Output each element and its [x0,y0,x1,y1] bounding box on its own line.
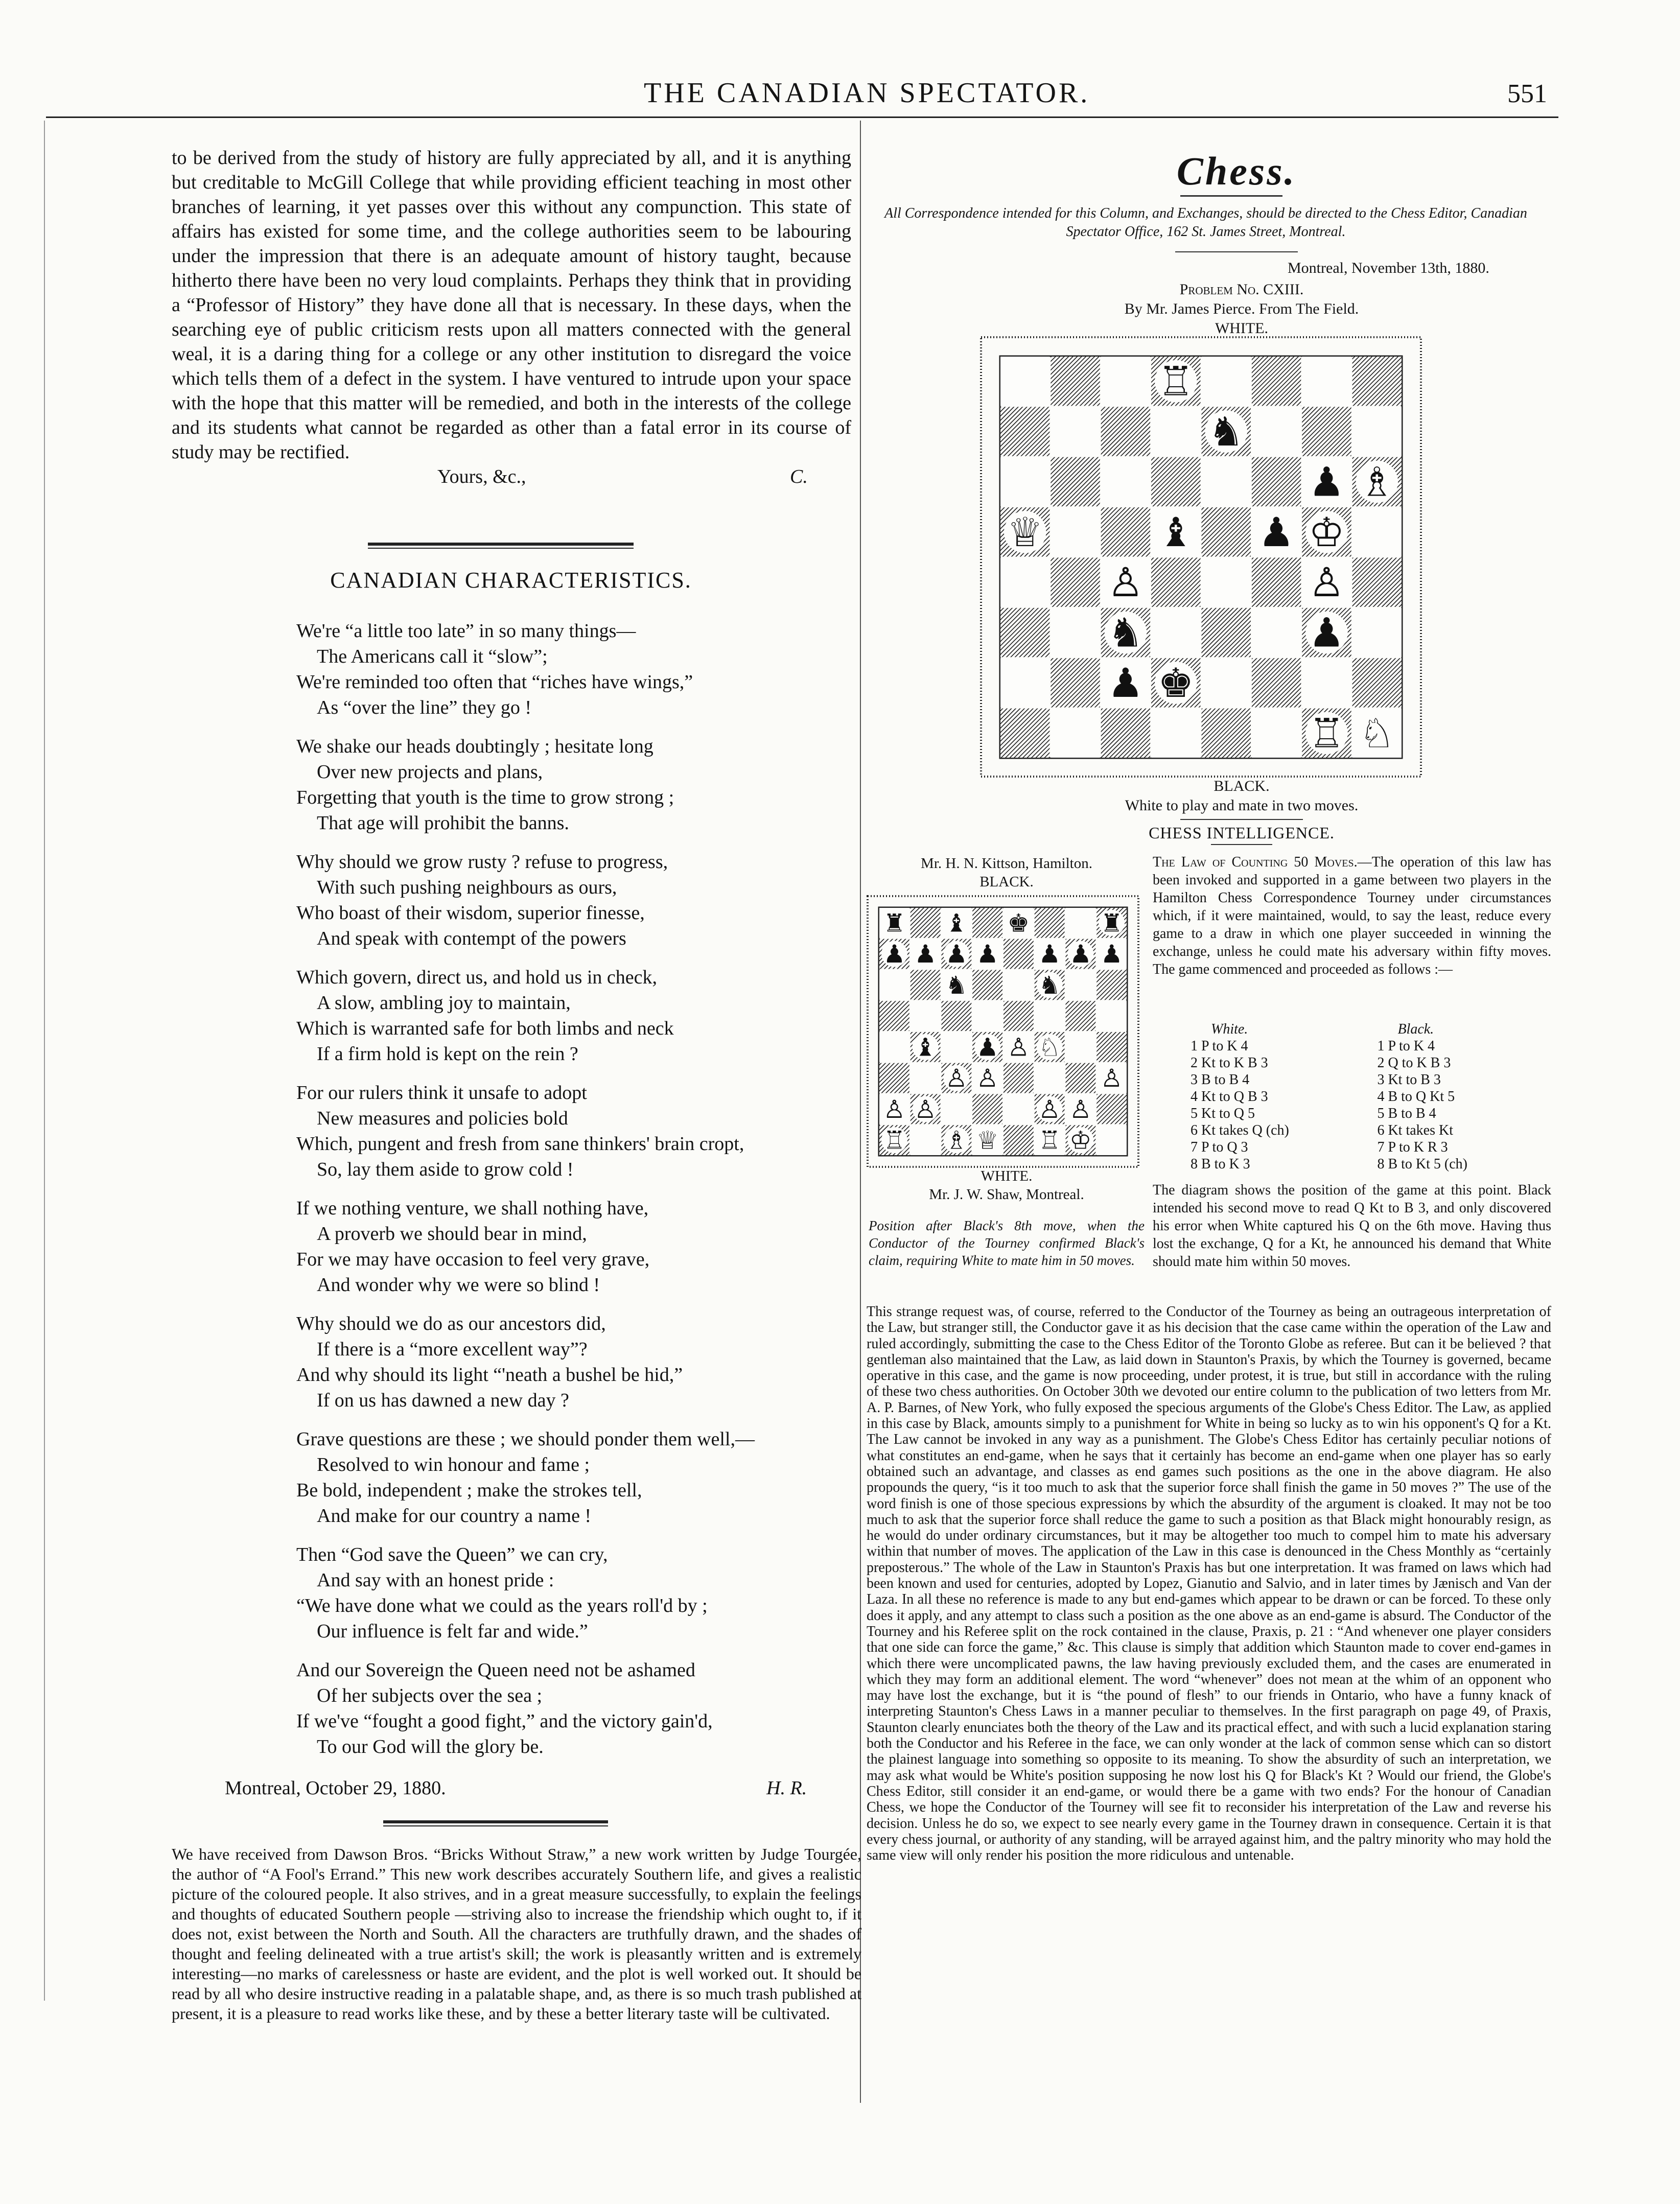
dark-square [1004,1125,1034,1155]
poem-line: If on us has dawned a new day ? [317,1390,569,1411]
light-square [879,1032,909,1062]
poem-line: Our influence is felt far and wide.” [317,1621,588,1642]
poem-line: And our Sovereign the Queen need not be ashamed [296,1659,695,1681]
dark-square [1096,970,1127,1000]
black-knight-icon: ♞ [1038,971,1061,1000]
dark-square [1004,939,1034,969]
move-row [1191,1071,1548,1088]
dark-square [879,1063,909,1093]
white-move: 3 B to B 4 [1191,1072,1250,1088]
poem-line: And make for our country a name ! [317,1505,592,1527]
dark-square [1051,357,1100,406]
poem-line: To our God will the glory be. [317,1736,544,1757]
poem-title: CANADIAN CHARACTERISTICS. [330,568,692,593]
light-square [1151,709,1200,758]
white-move: 4 Kt to Q B 3 [1191,1089,1268,1105]
black-pawn-icon: ♟ [1309,458,1345,506]
light-square [1051,608,1100,657]
black-pawn-icon: ♟ [914,940,937,969]
dark-square [1004,1063,1034,1093]
game-diagram-bottom-labels [869,1167,1145,1204]
dark-square [1101,709,1150,758]
white-player: Mr. J. W. Shaw, Montreal. [929,1186,1084,1203]
poem-line: Why should we do as our ancestors did, [296,1313,606,1334]
light-square [1051,507,1100,556]
poem-line: And say with an honest pride : [317,1569,554,1591]
poem-stanza [296,849,848,951]
poem-line: With such pushing neighbours as ours, [317,877,617,898]
poem-line: Of her subjects over the sea ; [317,1685,543,1706]
light-square [1000,658,1049,707]
light-square [1101,357,1150,406]
light-square [1000,457,1049,506]
black-player: Mr. H. N. Kittson, Hamilton. [921,855,1092,872]
black-move: 8 B to Kt 5 (ch) [1377,1156,1467,1172]
light-square [911,1001,941,1031]
column-separator [860,121,861,2103]
white-pawn-icon: ♙ [1069,1095,1092,1124]
dark-square [1352,558,1402,607]
letter-signature [172,464,851,489]
article-intro-text: —The operation of this law has been invoked and supported in a game between two players in the Hamilton Chess Correspondence Tourney under circumstances which, if it were maintained, would, to say the least, reduce every game to a draw in which one player succeeded in winning the exchange, unless he could mate his adversary within fifty moves. The game commenced and proceeded as follows :— [1153,854,1551,977]
poem-line: New measures and policies bold [317,1108,568,1129]
white-pawn-icon: ♙ [1309,559,1345,606]
publication-title: THE CANADIAN SPECTATOR. [644,77,1090,109]
dark-square [1252,357,1301,406]
black-knight-icon: ♞ [945,971,968,1000]
black-pawn-icon: ♟ [1069,940,1092,969]
article-body [867,1304,1551,1863]
poem-line: We're “a little too late” in so many things— [296,620,636,642]
dark-square [1066,1001,1096,1031]
dark-square [1101,507,1150,556]
article-mid-text: The diagram shows the position of the game at this point. Black intended his second move to read Q Kt to B 3, and only discovered his error when White captured his Q on the 6th move. Having thus lost the exchange, Q for a Kt, he announced his demand that White should mate him within 50 moves. [1153,1182,1551,1270]
light-square [1352,407,1402,456]
dark-square [972,1094,1002,1124]
book-review [172,1844,861,2024]
page-number: 551 [1507,79,1547,108]
light-square [1252,709,1301,758]
problem-top-label: WHITE. [1215,320,1269,337]
white-rook-icon: ♖ [1038,1126,1061,1155]
poem-line: For our rulers think it unsafe to adopt [296,1082,587,1104]
light-square [1252,407,1301,456]
move-row [1191,1139,1548,1156]
light-square [1066,1032,1096,1062]
poem-stanza [296,1080,848,1182]
white-queen-icon: ♕ [1007,508,1043,556]
black-knight-icon: ♞ [1107,609,1144,656]
white-pawn-icon: ♙ [1007,1033,1030,1062]
light-square [1000,357,1049,406]
problem-number: Problem No. CXIII. [1179,281,1304,298]
chess-dateline: Montreal, November 13th, 1880. [1288,260,1489,276]
poem-line: And why should its light “'neath a bushel be hid,” [296,1364,683,1386]
move-row [1191,1122,1548,1139]
white-move: 5 Kt to Q 5 [1191,1106,1255,1121]
poem-line: That age will prohibit the banns. [317,812,569,834]
black-bishop-icon: ♝ [945,909,968,938]
light-square [1202,357,1251,406]
dark-square [1066,1063,1096,1093]
dark-square [911,908,941,938]
dark-square [1151,558,1200,607]
poem-line: A proverb we should bear in mind, [317,1223,587,1245]
light-square [1004,970,1034,1000]
black-move: 1 P to K 4 [1377,1038,1435,1054]
letter-closing: Yours, &c., [437,466,526,487]
black-pawn-icon: ♟ [1258,508,1295,556]
light-square [1151,608,1200,657]
black-move: 3 Kt to B 3 [1377,1072,1441,1088]
white-rook-icon: ♖ [1309,710,1345,757]
poem-line: As “over the line” they go ! [317,697,531,718]
dark-square [1000,608,1049,657]
poem-line: Why should we grow rusty ? refuse to progress, [296,851,668,873]
move-row [1191,1105,1548,1122]
black-knight-icon: ♞ [1208,408,1244,456]
dark-square [1252,457,1301,506]
poem-line: Resolved to win honour and fame ; [317,1454,590,1475]
move-row [1191,1088,1548,1105]
problem-author: By Mr. James Pierce. From The Field. [1124,300,1359,317]
light-square [1352,507,1402,556]
poem-line: Grave questions are these ; we should ponder them well,— [296,1428,755,1450]
poem-stanza [296,1311,848,1413]
white-bishop-icon: ♗ [945,1126,968,1155]
article-lead: The Law of Counting 50 Moves. [1153,854,1358,870]
white-move: 1 P to K 4 [1191,1038,1248,1054]
light-square [879,970,909,1000]
black-side-label: BLACK. [979,874,1034,890]
white-queen-icon: ♕ [976,1126,999,1155]
chess-heading: Chess. [1176,149,1297,193]
light-square [1035,1063,1065,1093]
poem-line: Who boast of their wisdom, superior finesse, [296,902,645,924]
dark-square [1202,507,1251,556]
dark-square [879,1001,909,1031]
dark-square [1035,908,1065,938]
problem-header [961,280,1523,338]
black-bishop-icon: ♝ [1158,508,1194,556]
problem-chessboard [980,336,1422,778]
poem [296,618,848,1773]
poem-date: Montreal, October 29, 1880. [225,1777,446,1799]
poem-stanza [296,618,848,720]
light-square [1252,608,1301,657]
poem-line: If there is a “more excellent way”? [317,1339,588,1360]
header-rule [46,116,1558,118]
white-move: 6 Kt takes Q (ch) [1191,1122,1289,1138]
dark-square [1101,407,1150,456]
white-rook-icon: ♖ [1158,358,1194,405]
problem-caption [961,777,1523,815]
section-rule [383,1820,608,1826]
light-square [1352,608,1402,657]
dark-square [1252,558,1301,607]
article-rest-text: This strange request was, of course, referred to the Conductor of the Tourney as being an outrageous interpretation of the Law, but stranger still, the Conductor gave it as his decision that the case came within the operation of the Law and ruled accordingly, submitting the case to the Chess Editor of the Toronto Globe as referee. But can it be believed ? that gentleman also maintained that the Law, as laid down in Staunton's Praxis, by which the Tourney is governed, became operative in this case, and the game is now proceeding, under protest, it is true, but still in accordance with the ruling of these two chess authorities. On October 30th we devoted our entire column to the publication of two letters from Mr. A. P. Barnes, of New York, who fully exposed the specious arguments of the Globe's Chess Editor. The Law, as applied in this case by Black, amounts simply to a punishment for White in being so lucky as to win his opponent's Q for a Kt. The Law cannot be invoked in any way as a punishment. The Globe's Chess Editor has certainly peculiar notions of what constitutes an end-game, when he says that it certainly has become an end-game when one player has so early obtained such an advantage, and classes as end games such positions as the one in the above diagram. He also propounds the query, “is it too much to ask that the superior force shall finish the game in 50 moves ?” The use of the word finish is one of those specious expressions by which the absurdity of the argument is cloaked. It may not be too much to ask that the superior force shall reduce the game to such a position as that Black might honourably resign, as he would do under ordinary circumstances, but it may be altogether too much to compel him to mate his adversary within that number of moves. The application of the Law in this case is denounced in the Chess Monthly as “certainly preposterous.” The whole of the Law in Staunton's Praxis has but one interpretation. It was framed on laws which had been known and used for centuries, adopted by Lopez, Gianutio and Salvio, and in later times by Jænisch and Van der Laza. In all these no reference is made to any but end-games which appear to be drawn or can be forced. To these only does it apply, and any attempt to class such a position as the one above as an end-game is absurd. The Conductor of the Tourney and his Referee split on the rock contained in the clause, Praxis, p. 21 : “And whenever one player considers that one side can force the game,” &c. This clause is simply that addition which Staunton made to cover end-games in which there were uncomplicated pawns, the law having previously excluded them, and the cases are enumerated in which they may form an additional element. The word “whenever” does not mean at the whim of an opponent who may have lost the exchange, but it is “the pound of flesh” to our friends in Ontario, who have a funny knack of interpreting Staunton's Chess Laws in a manner peculiar to themselves. In the first paragraph on page 49, of Praxis, Staunton clearly enunciates both the theory of the Law and its practical effect, and with such a lucid explanation staring both the Conductor and his Referee in the face, we can only wonder at the lack of common sense which can so distort the plainest language into something so opposite to its meaning. To show the absurdity of such an interpretation, we may ask what would be White's position supposing he now lost his Q for Black's Kt ? Would our friend, the Globe's Chess Editor, still consider it an end-game, or would there be a game with two ends? For the honour of Canadian Chess, we hope the Conductor of the Tourney will see fit to reconsider his interpretation of the Law and reverse his decision. Unless he do so, we expect to see nearly every game in the Tourney drawn in consequence. Certain it is that every chess journal, or authority of any standing, will be arrayed against him, and the paltry minority who may hold the same view will only render his position the more ridiculous and untenable. [867,1304,1551,1864]
white-king-icon: ♔ [1069,1126,1092,1155]
black-king-icon: ♚ [1158,659,1194,707]
poem-line: And speak with contempt of the powers [317,928,626,949]
poem-line: If we've “fought a good fight,” and the victory gain'd, [296,1710,713,1732]
light-square [1096,1001,1127,1031]
light-square [972,1001,1002,1031]
light-square [1202,457,1251,506]
short-rule [1180,819,1303,820]
page-header [46,77,1558,123]
light-square [942,1094,972,1124]
white-move: 7 P to Q 3 [1191,1139,1248,1155]
poem-initials: H. R. [766,1777,807,1799]
black-rook-icon: ♜ [1100,909,1123,938]
page-left-edge [44,121,45,2001]
dark-square [1051,457,1100,506]
problem-bottom-label: BLACK. [1214,778,1270,794]
article-middle [1153,1181,1551,1271]
white-king-icon: ♔ [1309,508,1345,556]
black-move: 2 Q to K B 3 [1377,1055,1451,1071]
white-pawn-icon: ♙ [976,1064,999,1093]
poem-line: Then “God save the Queen” we can cry, [296,1544,608,1565]
white-knight-icon: ♘ [1038,1033,1061,1062]
black-move: 6 Kt takes Kt [1377,1122,1453,1138]
dark-square [1051,558,1100,607]
light-square [1151,407,1200,456]
white-move: 8 B to K 3 [1191,1156,1250,1172]
black-pawn-icon: ♟ [1309,609,1345,656]
dark-square [1202,608,1251,657]
poem-stanza [296,734,848,836]
black-king-icon: ♚ [1007,909,1030,938]
letter-body: to be derived from the study of history are fully appreciated by all, and it is anything but creditable to McGill College that while providing efficient teaching in most other branches of learning, it yet passes over this without any compunction. This state of affairs has existed for some time, and the college authorities seem to be labouring under the impression that there is an adequate amount of history taught, because hitherto there have been no very loud complaints. Perhaps they think that in providing a “Professor of History” they have done all that is necessary. In these days, when the searching eye of public criticism rests upon all matters connected with the general weal, it is a daring thing for a college or any other institution to disregard the voice which tells them of a defect in the system. I have ventured to intrude upon your space with the hope that this matter will be remedied, and both in the interests of the college and its students what cannot be regarded as other than a fatal error in its course of study may be rectified. [172,147,851,463]
game-chessboard [867,895,1139,1168]
light-square [1051,709,1100,758]
black-rook-icon: ♜ [883,909,906,938]
light-square [942,1032,972,1062]
move-row [1191,1156,1548,1173]
section-rule [368,543,634,549]
black-pawn-icon: ♟ [1038,940,1061,969]
black-bishop-icon: ♝ [914,1033,937,1062]
game-diagram-note: Position after Black's 8th move, when the Conductor of the Tourney confirmed Black's claim, requiring White to mate him in 50 moves. [869,1218,1145,1268]
black-move: 5 B to B 4 [1377,1106,1436,1121]
dark-square [1202,709,1251,758]
white-knight-icon: ♘ [1359,710,1395,757]
poem-line: The Americans call it “slow”; [317,646,548,667]
game-diagram-top-labels [869,854,1145,891]
light-square [1051,407,1100,456]
black-pawn-icon: ♟ [1107,659,1144,707]
white-pawn-icon: ♙ [945,1064,968,1093]
light-square [1096,1125,1127,1155]
poem-line: We shake our heads doubtingly ; hesitate long [296,736,654,757]
light-square [1035,1001,1065,1031]
white-move: 2 Kt to K B 3 [1191,1055,1268,1071]
dark-square [972,970,1002,1000]
dark-square [1352,658,1402,707]
poem-line: Which is warranted safe for both limbs and neck [296,1018,674,1039]
dark-square [942,1001,972,1031]
moves-table [1191,1021,1548,1173]
light-square [1004,1094,1034,1124]
dark-square [1151,457,1200,506]
poem-line: “We have done what we could as the years roll'd by ; [296,1595,708,1616]
game-board-svg [867,895,1139,1168]
dark-square [1004,1001,1034,1031]
white-pawn-icon: ♙ [1038,1095,1061,1124]
dark-square [1000,709,1049,758]
moves-black-header: Black. [1397,1021,1434,1037]
light-square [1066,908,1096,938]
poem-line: Which, pungent and fresh from sane thinkers' brain cropt, [296,1133,744,1155]
poem-stanza [296,1195,848,1298]
poem-stanza [296,1426,848,1529]
white-bishop-icon: ♗ [1359,458,1395,506]
letter-to-editor [172,146,851,489]
light-square [1202,558,1251,607]
black-pawn-icon: ♟ [1100,940,1123,969]
ornament-rule [1180,195,1282,200]
chess-intelligence-title: CHESS INTELLIGENCE. [1149,824,1335,842]
poem-line: Which govern, direct us, and hold us in check, [296,967,657,988]
black-pawn-icon: ♟ [945,940,968,969]
poem-stanza [296,965,848,1067]
dark-square [1252,658,1301,707]
move-row [1191,1054,1548,1071]
poem-line: So, lay them aside to grow cold ! [317,1159,574,1180]
white-pawn-icon: ♙ [1107,559,1144,606]
light-square [1302,357,1351,406]
dark-square [1096,1094,1127,1124]
light-square [911,1063,941,1093]
black-pawn-icon: ♟ [976,940,999,969]
light-square [1000,558,1049,607]
poem-stanza [296,1657,848,1760]
poem-stanza [296,1542,848,1644]
light-square [1066,970,1096,1000]
light-square [1202,658,1251,707]
move-row [1191,1038,1548,1054]
poem-dateline [225,1777,807,1802]
white-pawn-icon: ♙ [1100,1064,1123,1093]
white-pawn-icon: ♙ [883,1095,906,1124]
poem-line: A slow, ambling joy to maintain, [317,992,571,1014]
short-rule [1211,844,1272,845]
poem-line: Over new projects and plans, [317,761,543,783]
white-side-label: WHITE. [981,1168,1033,1184]
light-square [911,1125,941,1155]
black-move: 7 P to K R 3 [1377,1139,1448,1155]
problem-instruction: White to play and mate in two moves. [1125,797,1359,814]
black-pawn-icon: ♟ [883,940,906,969]
dark-square [1096,1032,1127,1062]
dark-square [1302,407,1351,456]
correspondence-notice: All Correspondence intended for this Column, and Exchanges, should be directed to the Chess Editor, Canadian Spectator Office, 162 St. James Street, Montreal. [884,205,1527,240]
black-move: 4 B to Q Kt 5 [1377,1089,1455,1105]
poem-line: Be bold, independent ; make the strokes tell, [296,1480,642,1501]
black-pawn-icon: ♟ [976,1033,999,1062]
dark-square [911,970,941,1000]
game-moves [1191,1021,1548,1173]
poem-line: If we nothing venture, we shall nothing have, [296,1198,649,1219]
poem-line: And wonder why we were so blind ! [317,1274,600,1296]
light-square [1101,457,1150,506]
poem-line: Forgetting that youth is the time to grow strong ; [296,787,674,808]
light-square [1302,658,1351,707]
poem-line: We're reminded too often that “riches have wings,” [296,671,693,693]
book-review-text: We have received from Dawson Bros. “Bricks Without Straw,” a new work written by Judge Tourgée, the author of “A Fool's Errand.” This new work describes accurately Southern life, and gives a realistic picture of the coloured people. It also strives, and in a great measure successfully, to explain the feelings and thoughts of educated Southern people —striving also to increase the friendship which ought to, if it does not, exist between the North and South. All the characters are truthfully drawn, and the shades of thought and feeling delineated with a true artist's skill; the work is pleasantly written and is extremely interesting—no marks of carelessness or haste are evident, and the plot is well worked out. It should be read by all who desire instructive reading in a palatable shape, and, as there is so much trash published at present, it is a pleasure to read works like these, and by these a better literary taste will be cultivated. [172,1845,861,2023]
poem-line: For we may have occasion to feel very grave, [296,1249,650,1270]
dark-square [972,908,1002,938]
dark-square [1000,407,1049,456]
poem-line: If a firm hold is kept on the rein ? [317,1043,578,1065]
article-intro [1153,853,1551,978]
white-rook-icon: ♖ [883,1126,906,1155]
problem-board-svg [980,336,1422,778]
white-pawn-icon: ♙ [914,1095,937,1124]
moves-white-header: White. [1211,1021,1248,1037]
dark-square [1051,658,1100,707]
short-rule [1175,251,1298,252]
dark-square [1352,357,1402,406]
letter-initial: C. [790,466,808,487]
